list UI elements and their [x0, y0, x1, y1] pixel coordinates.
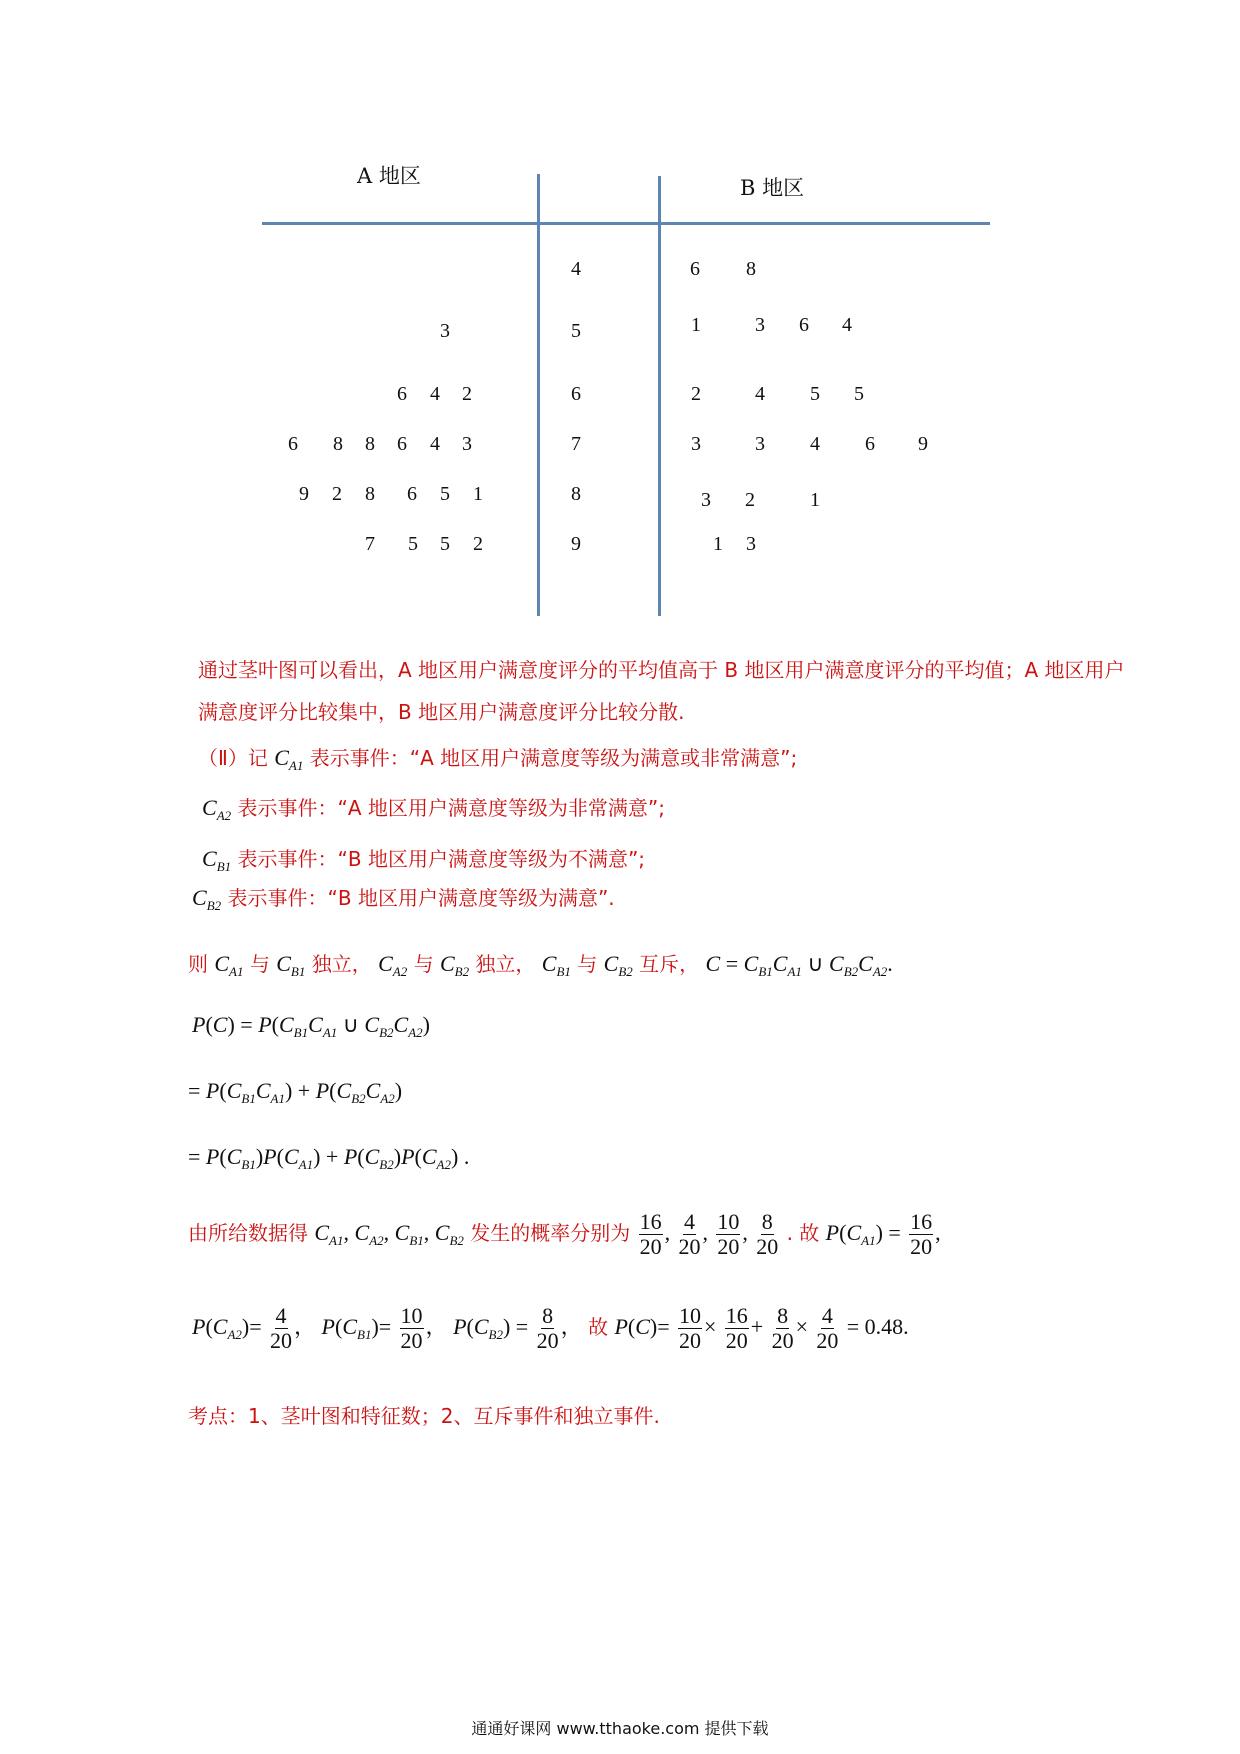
probabilities-line: 由所给数据得 $C_{A1}$, $C_{A2}$, $C_{B1}$, $C_{B2}$ 发生的概率分别为 $\frac{16}{20}$ , $\frac{4}{20}$ , $\frac{10}{20}$ , $\frac{8}{20}$ . 故 $P(C_{A1})$ = $\frac{16}{20}$ , — [188, 1209, 941, 1260]
a-leaf: 8 — [365, 433, 375, 455]
a-leaf: 6 — [397, 433, 407, 455]
analysis-line-2: 满意度评分比较集中，B 地区用户满意度评分比较分散. — [198, 700, 685, 724]
stem-7: 7 — [571, 433, 581, 455]
b-leaf: 6 — [865, 433, 875, 455]
a-leaf: 3 — [440, 320, 450, 342]
b-leaf: 3 — [746, 533, 756, 555]
b-leaf: 1 — [810, 489, 820, 511]
event-cb1-text: 表示事件：“B 地区用户满意度等级为不满意”; — [237, 847, 646, 871]
b-leaf: 5 — [854, 383, 864, 405]
independence-line: 则 $C_{A1}$ 与 $C_{B1}$ 独立， $C_{A2}$ 与 $C_{B2}$ 独立， $C_{B1}$ 与 $C_{B2}$ 互斥， $C = C_{B1}C_{A1}$ ∪ $C_{B2}C_{A2}$. — [188, 951, 893, 979]
a-leaf: 8 — [365, 483, 375, 505]
a-leaf: 5 — [440, 533, 450, 555]
stem-8: 8 — [571, 483, 581, 505]
a-leaf: 2 — [332, 483, 342, 505]
a-leaf: 2 — [462, 383, 472, 405]
left-stem-line — [537, 174, 540, 616]
fraction-pca1: $\frac{16}{20}$ — [910, 1209, 933, 1260]
stem-9: 9 — [571, 533, 581, 555]
a-leaf: 4 — [430, 383, 440, 405]
b-leaf: 3 — [755, 314, 765, 336]
a-leaf: 9 — [299, 483, 309, 505]
b-leaf: 9 — [918, 433, 928, 455]
b-leaf: 4 — [755, 383, 765, 405]
b-leaf: 8 — [746, 258, 756, 280]
right-stem-line — [658, 176, 661, 616]
stem-6: 6 — [571, 383, 581, 405]
a-leaf: 5 — [408, 533, 418, 555]
b-leaf: 1 — [713, 533, 723, 555]
fraction-10-20: $\frac{10}{20}$ — [717, 1209, 740, 1260]
stem-4: 4 — [571, 258, 581, 280]
equation-line-2: = $P(C_{B1}C_{A1}) + P(C_{B2}C_{A2})$ — [188, 1078, 403, 1106]
final-computation-line: $P(C_{A2})=$ $\frac{4}{20}$ ， $P(C_{B1})=$ $\frac{10}{20}$ ， $P(C_{B2})$ = $\frac{8}{20}$ ， 故 P(C)= $\frac{10}{20}$ × $\frac{16}{20}$ + $\frac{8}{20}$ × $\frac{4}{20}$ = 0.48. — [192, 1303, 909, 1354]
b-leaf: 6 — [690, 258, 700, 280]
b-region-title: B 地区 — [740, 176, 805, 200]
fraction-8-20: $\frac{8}{20}$ — [756, 1209, 779, 1260]
key-points-line: 考点：1、茎叶图和特征数；2、互斥事件和独立事件. — [188, 1404, 660, 1428]
equation-line-3: = $P(C_{B1})P(C_{A1}) + P(C_{B2})P(C_{A2})$ . — [188, 1144, 470, 1172]
b-leaf: 2 — [745, 489, 755, 511]
a-leaf: 5 — [440, 483, 450, 505]
page-footer: 通通好课网 www.tthaoke.com 提供下载 — [471, 1719, 769, 1738]
a-leaf: 6 — [397, 383, 407, 405]
a-leaf: 6 — [288, 433, 298, 455]
event-ca2-line: $C_{A2}$ 表示事件：“A 地区用户满意度等级为非常满意”; — [202, 795, 665, 823]
event-cb1-line: $C_{B1}$ 表示事件：“B 地区用户满意度等级为不满意”; — [202, 846, 646, 874]
fraction-4-20: $\frac{4}{20}$ — [678, 1209, 701, 1260]
event-ca1-line: （Ⅱ）记 $C_{A1}$ 表示事件：“A 地区用户满意度等级为满意或非常满意”; — [198, 745, 798, 773]
a-leaf: 7 — [365, 533, 375, 555]
event-ca1-text: 表示事件：“A 地区用户满意度等级为满意或非常满意”; — [309, 746, 798, 770]
stem-5: 5 — [571, 320, 581, 342]
b-leaf: 2 — [691, 383, 701, 405]
a-leaf: 2 — [473, 533, 483, 555]
a-leaf: 4 — [430, 433, 440, 455]
b-leaf: 3 — [701, 489, 711, 511]
b-leaf: 3 — [755, 433, 765, 455]
fraction-16-20: $\frac{16}{20}$ — [639, 1209, 662, 1260]
event-cb2-line: $C_{B2}$ 表示事件：“B 地区用户满意度等级为满意”. — [192, 885, 615, 913]
b-leaf: 1 — [691, 314, 701, 336]
horizontal-axis-line — [262, 222, 990, 225]
b-leaf: 4 — [842, 314, 852, 336]
b-leaf: 5 — [810, 383, 820, 405]
a-leaf: 8 — [333, 433, 343, 455]
part-two-label: （Ⅱ）记 — [198, 746, 268, 770]
a-region-title: A 地区 — [357, 164, 421, 188]
a-leaf: 6 — [407, 483, 417, 505]
a-leaf: 3 — [462, 433, 472, 455]
b-leaf: 6 — [799, 314, 809, 336]
b-leaf: 3 — [691, 433, 701, 455]
event-ca2-text: 表示事件：“A 地区用户满意度等级为非常满意”; — [237, 796, 665, 820]
a-leaf: 1 — [473, 483, 483, 505]
equation-line-1: $P(C) = P(C_{B1}C_{A1}$ ∪ $C_{B2}C_{A2}$) — [192, 1012, 430, 1040]
event-cb2-text: 表示事件：“B 地区用户满意度等级为满意”. — [227, 886, 615, 910]
b-leaf: 4 — [810, 433, 820, 455]
analysis-line-1: 通过茎叶图可以看出，A 地区用户满意度评分的平均值高于 B 地区用户满意度评分的平均值；A 地区用户 — [198, 658, 1125, 682]
